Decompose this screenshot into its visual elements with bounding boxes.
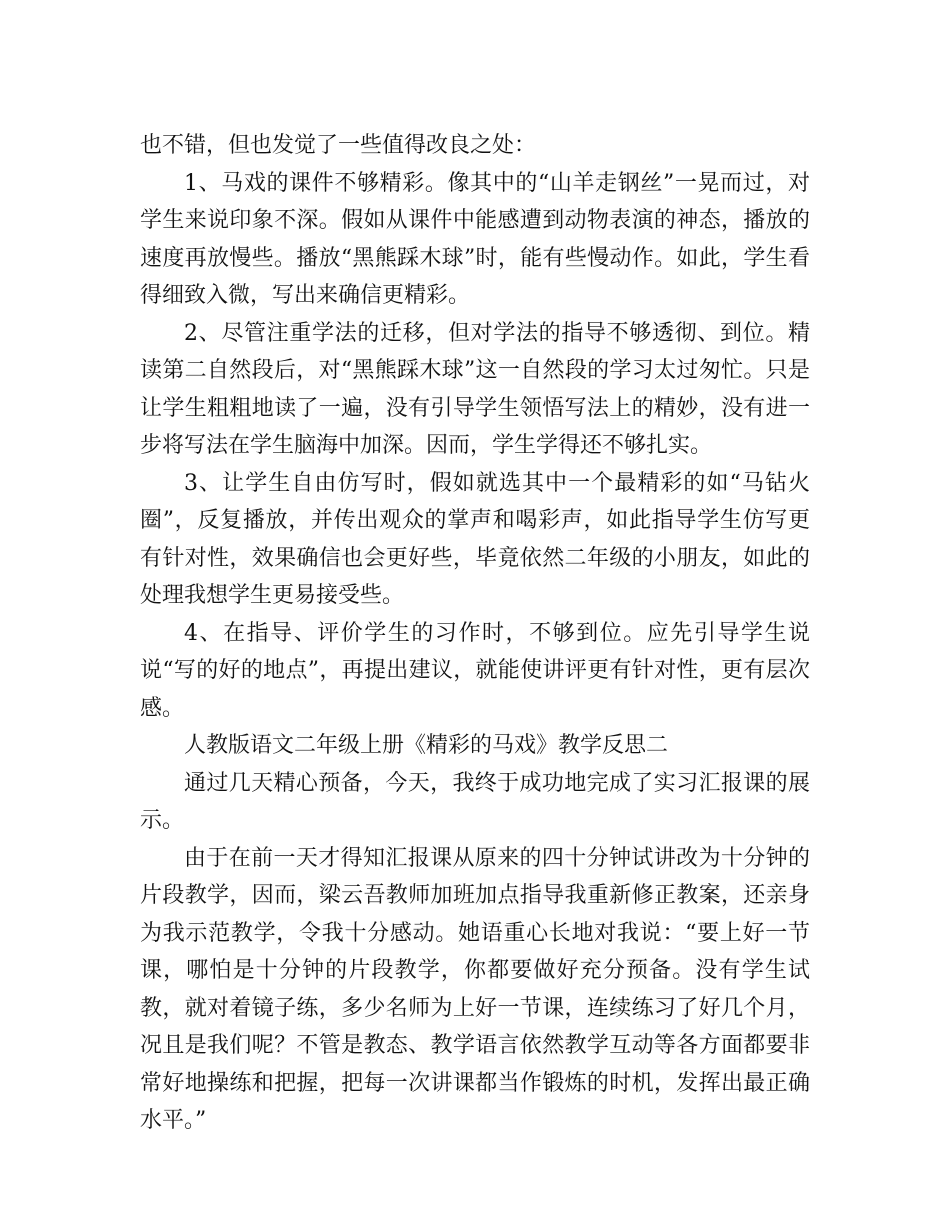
paragraph-point-2: 2、尽管注重学法的迁移，但对学法的指导不够透彻、到位。精读第二自然段后，对“黑熊踩木球”这一自然段的学习太过匆忙。只是让学生粗粗地读了一遍，没有引导学生领悟写法上的精妙，没有进一步将写法在学生脑海中加深。因而，学生学得还不够扎实。	[140, 320, 810, 458]
paragraph-continuation: 也不错，但也发觉了一些值得改良之处：	[140, 133, 537, 158]
section-title: 人教版语文二年级上册《精彩的马戏》教学反思二	[184, 733, 669, 758]
document-page	[140, 127, 810, 1140]
paragraph-point-3: 3、让学生自由仿写时，假如就选其中一个最精彩的如“马钻火圈”，反复播放，并传出观众的掌声和喝彩声，如此指导学生仿写更有针对性，效果确信也会更好些，毕竟依然二年级的小朋友，如此的处理我想学生更易接受些。	[140, 470, 810, 608]
paragraph-body: 由于在前一天才得知汇报课从原来的四十分钟试讲改为十分钟的片段教学，因而，梁云吾教师加班加点指导我重新修正教案，还亲身为我示范教学，令我十分感动。她语重心长地对我说：“要上好一节课，哪怕是十分钟的片段教学，你都要做好充分预备。没有学生试教，就对着镜子练，多少名师为上好一节课，连续练习了好几个月，况且是我们呢？不管是教态、教学语言依然教学互动等各方面都要非常好地操练和把握，把每一次讲课都当作锻炼的时机，发挥出最正确水平。”	[140, 845, 810, 1133]
paragraph-point-4: 4、在指导、评价学生的习作时，不够到位。应先引导学生说说“写的好的地点”，再提出建议，就能使讲评更有针对性，更有层次感。	[140, 620, 810, 721]
paragraph-intro: 通过几天精心预备，今天，我终于成功地完成了实习汇报课的展示。	[140, 770, 810, 833]
paragraph-point-1: 1、马戏的课件不够精彩。像其中的“山羊走钢丝”一晃而过，对学生来说印象不深。假如从课件中能感遭到动物表演的神态，播放的速度再放慢些。播放“黑熊踩木球”时，能有些慢动作。如此，学生看得细致入微，写出来确信更精彩。	[140, 170, 810, 308]
